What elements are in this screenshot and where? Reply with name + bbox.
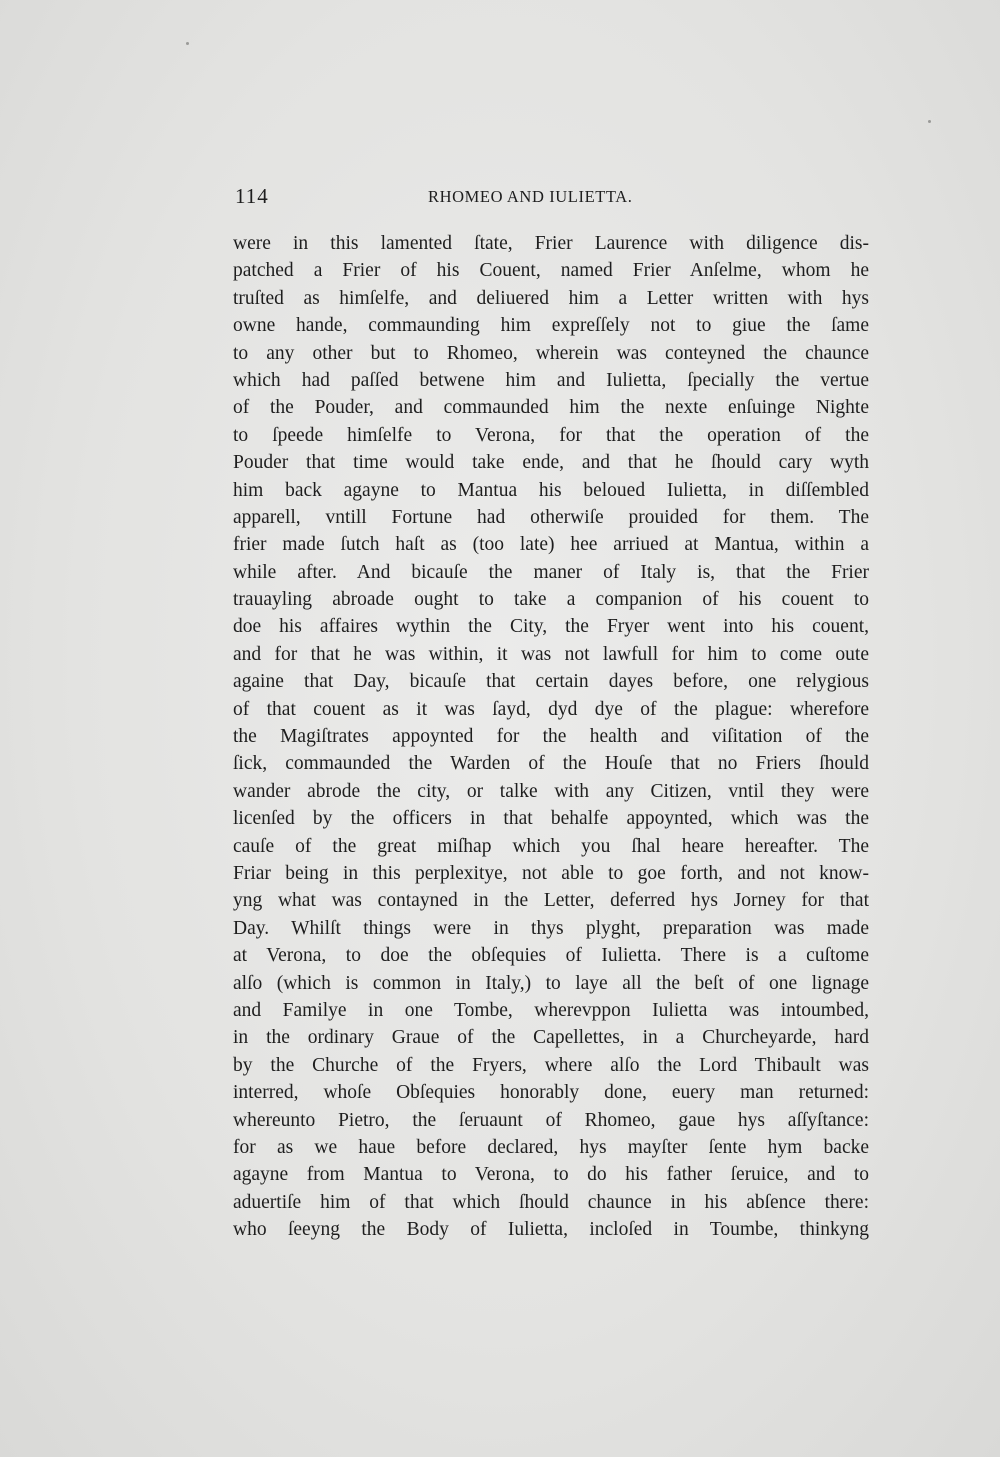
text-line: alſo (which is common in Italy,) to laye all the beſt of one lignage — [233, 972, 869, 994]
paper-speck — [928, 120, 931, 123]
text-line: interred, whoſe Obſequies honorably done, euery man returned: — [233, 1082, 869, 1104]
text-line: to any other but to Rhomeo, wherein was conteyned the chaunce — [233, 342, 869, 364]
text-line: of that couent as it was ſayd, dyd dye of the plague: wherefore — [233, 698, 869, 720]
text-line: for as we haue before declared, hys mayſter ſente hym backe — [233, 1136, 869, 1158]
text-line: ſick, commaunded the Warden of the Houſe that no Friers ſhould — [233, 753, 869, 775]
running-head — [235, 184, 685, 212]
text-line: him back agayne to Mantua his beloued Iulietta, in diſſembled — [233, 479, 869, 501]
text-line: yng what was contayned in the Letter, deferred hys Jorney for that — [233, 890, 869, 912]
running-title: RHOMEO AND IULIETTA. — [428, 187, 633, 206]
text-line: whereunto Pietro, the ſeruaunt of Rhomeo, gaue hys aſſyſtance: — [233, 1109, 869, 1131]
text-line: at Verona, to doe the obſequies of Iulietta. There is a cuſtome — [233, 945, 869, 967]
text-line: were in this lamented ſtate, Frier Laurence with diligence dis- — [233, 233, 869, 254]
text-line: licenſed by the officers in that behalfe appoynted, which was the — [233, 808, 869, 830]
text-line: of the Pouder, and commaunded him the nexte enſuinge Nighte — [233, 397, 869, 419]
text-line: wander abrode the city, or talke with any Citizen, vntil they were — [233, 780, 869, 802]
text-line: owne hande, commaunding him expreſſely not to giue the ſame — [233, 315, 869, 337]
text-line: cauſe of the great miſhap which you ſhal heare hereafter. The — [233, 835, 869, 857]
text-line: agayne from Mantua to Verona, to do his father ſeruice, and to — [233, 1164, 869, 1186]
text-line: and for that he was within, it was not lawfull for him to come oute — [233, 643, 869, 665]
page-number: 114 — [235, 184, 269, 208]
text-line: frier made ſutch haſt as (too late) hee arriued at Mantua, within a — [233, 534, 869, 556]
text-line: aduertiſe him of that which ſhould chaunce in his abſence there: — [233, 1191, 869, 1213]
text-line: apparell, vntill Fortune had otherwiſe prouided for them. The — [233, 506, 869, 528]
text-line: and Familye in one Tombe, wherevppon Iulietta was intoumbed, — [233, 999, 869, 1021]
text-line: Pouder that time would take ende, and that he ſhould cary wyth — [233, 452, 869, 474]
body-text — [233, 230, 869, 1243]
text-line: in the ordinary Graue of the Capellettes, in a Churcheyarde, hard — [233, 1027, 869, 1049]
text-line: who ſeeyng the Body of Iulietta, incloſed in Toumbe, thinkyng — [233, 1219, 869, 1241]
text-line: patched a Frier of his Couent, named Frier Anſelme, whom he — [233, 260, 869, 282]
text-line: Friar being in this perplexitye, not able to goe forth, and not know- — [233, 862, 869, 884]
paper-speck — [186, 42, 189, 45]
text-line: trauayling abroade ought to take a companion of his couent to — [233, 589, 869, 611]
text-line: which had paſſed betwene him and Iulietta, ſpecially the vertue — [233, 369, 869, 391]
text-line: againe that Day, bicauſe that certain dayes before, one relygious — [233, 671, 869, 693]
text-line: by the Churche of the Fryers, where alſo the Lord Thibault was — [233, 1054, 869, 1076]
text-line: doe his affaires wythin the City, the Fryer went into his couent, — [233, 616, 869, 638]
text-line: the Magiſtrates appoynted for the health and viſitation of the — [233, 726, 869, 748]
text-line: while after. And bicauſe the maner of Italy is, that the Frier — [233, 561, 869, 583]
text-line: Day. Whilſt things were in thys plyght, preparation was made — [233, 917, 869, 939]
text-line: truſted as himſelfe, and deliuered him a Letter written with hys — [233, 287, 869, 309]
text-line: to ſpeede himſelfe to Verona, for that the operation of the — [233, 424, 869, 446]
